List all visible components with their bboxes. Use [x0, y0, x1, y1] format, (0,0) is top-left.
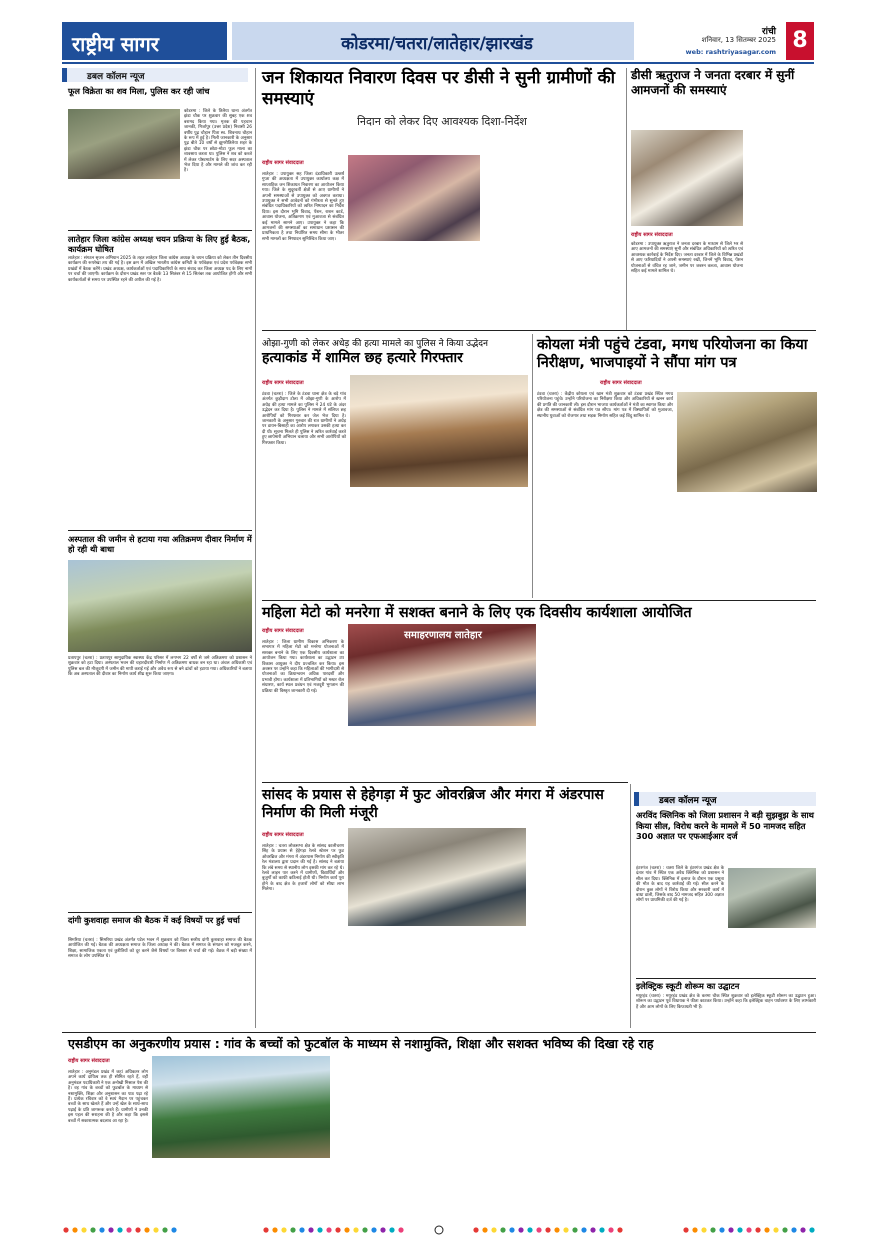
- right-dc-sep: [636, 978, 816, 979]
- main-headline: जन शिकायत निवारण दिवस पर डीसी ने सुनी ग्रामीणों की समस्याएं: [262, 68, 616, 109]
- mahila-body-col6: [718, 624, 816, 778]
- footer-dot: [500, 1227, 505, 1232]
- sep-murder-mahila: [262, 600, 816, 601]
- footer-dot: [773, 1227, 778, 1232]
- murder-headline: हत्याकांड में शामिल छह हत्यारे गिरफ्तार: [262, 350, 463, 366]
- dateline: [640, 22, 780, 60]
- bridge-rightdc-divider: [630, 784, 631, 1028]
- main-subhead: निदान को लेकर दिए आवश्यक दिशा-निर्देश: [357, 115, 527, 128]
- right-dc-s1-photo: [728, 868, 816, 928]
- left-column-divider: [255, 68, 256, 1028]
- footer-dot: [344, 1227, 349, 1232]
- mahila-byline: राष्ट्रीय सागर संवाददाता: [262, 628, 304, 634]
- minister-photo: [677, 392, 817, 492]
- bottom-body: लातेहार : अनुमंडल प्रखंड में जहां अधिकतर लोग अपने कार्य दायित्व तक ही सीमित रहते हैं, वहीं अनुमंडल पदाधिकारी ने एक अनोखी मिसाल पेश की है। वह गांव के बच्चों को फुटबॉल के माध्यम से नशामुक्ति, शिक्षा और अनुशासन का पाठ पढ़ा रहे हैं। प्रत्येक रविवार को वे स्वयं मैदान पर पहुंचकर बच्चों के साथ खेलते हैं और उन्हें खेल के साथ-साथ पढ़ाई के प्रति जागरूक करते हैं। ग्रामीणों ने उनकी इस पहल की सराहना की है और कहा कि इससे बच्चों में सकारात्मक बदलाव आ रहा है।: [68, 1070, 150, 1124]
- main-body-col4: [554, 155, 624, 325]
- footer-dot: [81, 1227, 86, 1232]
- mahila-body-col3: [444, 730, 536, 778]
- footer-dot: [263, 1227, 268, 1232]
- footer-dot: [809, 1227, 814, 1232]
- page-number: [786, 22, 814, 60]
- murder-byline: राष्ट्रीय सागर संवाददाता: [262, 380, 304, 386]
- bridge-body-col3: [440, 930, 528, 1028]
- footer-dot: [608, 1227, 613, 1232]
- footer-dot: [683, 1227, 688, 1232]
- brand-box: [62, 22, 227, 60]
- footer-dot: [473, 1227, 478, 1232]
- mahila-photo: [348, 624, 536, 726]
- footer-dot: [581, 1227, 586, 1232]
- footer-dot: [371, 1227, 376, 1232]
- footer-dot: [63, 1227, 68, 1232]
- web-address: web: rashtriyasagar.com: [685, 48, 776, 56]
- left-s4-body: सिमरिया (चतरा) : सिमरिया प्रखंड अंतर्गत पटेल भवन में शुक्रवार को जिला स्तरीय दांगी कुशवाहा समाज की बैठक आयोजित की गई। बैठक की अध्यक्षता समाज के जिला अध्यक्ष ने की। बैठक में समाज के संगठन को मजबूत करने, शिक्षा, सामाजिक एकता एवं कुरीतियों को दूर करने जैसे विषयों पर विस्तार से चर्चा की गई। बैठक में बड़ी संख्या में समाज के लोग उपस्थित थे।: [68, 938, 254, 960]
- footer-dot: [755, 1227, 760, 1232]
- bottom-body-col7: [626, 1056, 718, 1214]
- footer-dot: [791, 1227, 796, 1232]
- sep-main-murder: [262, 330, 816, 331]
- main-photo: [348, 155, 480, 241]
- footer-dot: [272, 1227, 277, 1232]
- footer-dot: [692, 1227, 697, 1232]
- footer-dot: [389, 1227, 394, 1232]
- mahila-headline: महिला मेटो को मनरेगा में सशक्त बनाने के लिए एक दिवसीय कार्यशाला आयोजित: [262, 605, 692, 621]
- left-s1-headline: फूल विक्रेता का शव मिला, पुलिस कर रही जांच: [68, 86, 210, 96]
- footer-dot: [326, 1227, 331, 1232]
- dc-right-byline: राष्ट्रीय सागर संवाददाता: [631, 232, 673, 238]
- mahila-body-col2: [348, 730, 440, 778]
- left-s1-body-cont: [68, 184, 252, 226]
- footer-dot: [308, 1227, 313, 1232]
- main-right-divider: [626, 68, 627, 330]
- footer-dot: [800, 1227, 805, 1232]
- footer-dot: [281, 1227, 286, 1232]
- footer-dot: [117, 1227, 122, 1232]
- region-bar: [232, 22, 634, 60]
- murder-body-col2: [350, 492, 436, 598]
- bottom-body-col4: [334, 1056, 426, 1214]
- footer-dot: [554, 1227, 559, 1232]
- footer-dot: [764, 1227, 769, 1232]
- footer-dot: [572, 1227, 577, 1232]
- bottom-body-col5: [430, 1056, 522, 1214]
- mahila-body-col4: [540, 624, 624, 778]
- murder-body-col3: [440, 492, 528, 598]
- bottom-body-col2: [152, 1162, 238, 1214]
- footer-dot: [617, 1227, 622, 1232]
- sep-bottom: [62, 1032, 816, 1033]
- left-s3-photo: [68, 560, 252, 652]
- dc-right-headline: डीसी ऋतुराज ने जनता दरबार में सुनीं आमजनों की समस्याएं: [631, 68, 795, 97]
- brand-name: राष्ट्रीय सागर: [72, 32, 159, 56]
- bridge-body-col2: [348, 930, 436, 1028]
- footer-dot: [99, 1227, 104, 1232]
- left-s3-body: प्रतापपुर (चतरा) : प्रतापपुर सामुदायिक स्वास्थ्य केंद्र परिसर में लगभग 22 वर्षों से जमे अतिक्रमण को प्रशासन ने शुक्रवार को हटा दिया। अस्पताल भवन की चहारदीवारी निर्माण में अतिक्रमण बाधक बन रहा था। अंचल अधिकारी एवं पुलिस बल की मौजूदगी में जमीन की मापी कराई गई और अवैध रूप से बने ढांचों को हटाया गया। अधिकारियों ने बताया कि अब अस्पताल की दीवार का निर्माण कार्य शीघ्र शुरू किया जाएगा।: [68, 656, 254, 678]
- left-sep-2: [68, 530, 252, 531]
- murder-minister-divider: [532, 334, 533, 598]
- footer-dot: [536, 1227, 541, 1232]
- left-s4-headline: दांगी कुशवाहा समाज की बैठक में कई विषयों पर हुई चर्चा: [68, 915, 240, 925]
- minister-byline: राष्ट्रीय सागर संवाददाता: [600, 380, 642, 386]
- footer-dot: [746, 1227, 751, 1232]
- left-s3-headline: अस्पताल की जमीन से हटाया गया अतिक्रमण दीवार निर्माण में हो रही थी बाधा: [68, 534, 252, 554]
- left-s1-body: कोडरमा : जिले के तिलैया थाना अंतर्गत झंडा चौक पर शुक्रवार की सुबह एक शव बरामद किया गया। मृतक की पहचान जानकी, मिर्जापुर (उत्तर प्रदेश) निवासी 26 वर्षीय पुढ़ चौहान पिता स्व. शिवनाथ चौहान के रूप में हुई है। मिली जानकारी के अनुसार पुढ़ बीते 10 वर्षों से झुमरीतिलैया शहर के झंडा चौक पर छोटा-मोटा फूल माला का व्यवसाय करता था। पुलिस ने शव को कब्जे में लेकर पोस्टमार्टम के लिए सदर अस्पताल भेज दिया है और मामले की जांच कर रही है।: [184, 109, 254, 174]
- bridge-photo: [348, 828, 526, 926]
- footer-dot: [518, 1227, 523, 1232]
- footer-dots-svg: [62, 1225, 816, 1235]
- sep-mahila-bridge: [262, 782, 628, 783]
- masthead: [62, 22, 814, 64]
- city: रांची: [761, 27, 776, 37]
- footer-dot: [590, 1227, 595, 1232]
- bottom-byline: राष्ट्रीय सागर संवाददाता: [68, 1058, 110, 1064]
- bottom-body-col3: [242, 1162, 330, 1214]
- left-s1-photo: [68, 109, 180, 179]
- bridge-headline: सांसद के प्रयास से हेहेगड़ा में फुट ओवरब्रिज और मंगरा में अंडरपास निर्माण की मिली मंजूरी: [262, 787, 604, 821]
- left-sep-1: [68, 230, 252, 231]
- right-dc-s2-headline: इलेक्ट्रिक स्कूटी शोरूम का उद्घाटन: [636, 981, 740, 991]
- footer-dot: [527, 1227, 532, 1232]
- right-dc-s1-body-cont: [728, 932, 816, 976]
- mahila-body: लातेहार : जिला ग्रामीण विकास अभिकरण के सभागार में महिला मेटो को मनरेगा योजनाओं में सशक्त बनाने के लिए एक दिवसीय कार्यशाला का आयोजन किया गया। कार्यशाला का उद्घाटन उप विकास आयुक्त ने दीप प्रज्वलित कर किया। इस अवसर पर उन्होंने कहा कि महिलाओं की भागीदारी से योजनाओं का क्रियान्वयन अधिक पारदर्शी और प्रभावी होगा। कार्यशाला में प्रतिभागियों को मस्टर रोल संधारण, कार्य स्थल प्रबंधन एवं मजदूरी भुगतान की प्रक्रिया की विस्तृत जानकारी दी गई।: [262, 640, 346, 694]
- footer-dot: [509, 1227, 514, 1232]
- bottom-photo: [152, 1056, 330, 1158]
- minister-body: टंडवा (चतरा) : केंद्रीय कोयला एवं खान मंत्री शुक्रवार को टंडवा प्रखंड स्थित मगध परियोजना पहुंचे। उन्होंने परियोजना का निरीक्षण किया और अधिकारियों से खनन कार्य की प्रगति की जानकारी ली। इस दौरान भाजपा कार्यकर्ताओं ने मंत्री का स्वागत किया और क्षेत्र की समस्याओं से संबंधित मांग पत्र सौंपा। मांग पत्र में विस्थापितों को मुआवजा, स्थानीय युवाओं को रोजगार तथा सड़क निर्माण सहित कई बिंदु शामिल थे।: [537, 392, 675, 419]
- right-dc-label-text: डबल कॉलम न्यूज: [659, 796, 717, 806]
- left-dc-label-text: डबल कॉलम न्यूज: [87, 72, 145, 82]
- footer-dot: [701, 1227, 706, 1232]
- bridge-body-col4: [532, 828, 628, 1028]
- footer-dot: [710, 1227, 715, 1232]
- footer-dot: [171, 1227, 176, 1232]
- footer-dot: [491, 1227, 496, 1232]
- minister-body-col2: [677, 496, 817, 598]
- main-body-col2: [348, 245, 480, 325]
- footer-dot: [728, 1227, 733, 1232]
- footer-dot: [108, 1227, 113, 1232]
- bridge-byline: राष्ट्रीय सागर संवाददाता: [262, 832, 304, 838]
- main-byline: राष्ट्रीय सागर संवाददाता: [262, 160, 304, 166]
- footer-dot: [599, 1227, 604, 1232]
- footer-dot: [153, 1227, 158, 1232]
- footer-dot: [737, 1227, 742, 1232]
- region-title: कोडरमा/चतरा/लातेहार/झारखंड: [341, 34, 533, 54]
- mahila-banner: समाहरणालय लातेहार: [404, 630, 482, 641]
- left-s2-body: लातेहार : संगठन सृजन अभियान 2025 के तहत लातेहार जिला कांग्रेस अध्यक्ष के चयन प्रक्रिया को लेकर तीन दिवसीय कार्यक्रम की रूपरेखा तय की गई है। इस क्रम में अखिल भारतीय कांग्रेस कमिटी के पर्यवेक्षक एवं प्रदेश पर्यवेक्षक सभी प्रखंडों में बैठक करेंगे। प्रखंड अध्यक्ष, कार्यकर्ताओं एवं पदाधिकारियों के साथ संवाद कर जिला अध्यक्ष पद के लिए नामों पर चर्चा की जाएगी। कार्यक्रम के दौरान प्रखंड स्तर पर बैठकें 13 सितंबर से 15 सितंबर तक आयोजित होंगी और सभी कार्यकर्ताओं से समय पर उपस्थित रहने की अपील की गई है।: [68, 256, 254, 283]
- footer-dot: [398, 1227, 403, 1232]
- right-dc-s1-headline: अरविंद क्लिनिक को जिला प्रशासन ने बड़ी सुझबुझ के साथ किया सील, विरोध करने के मामले में 50 नामजद सहित 300 अज्ञात पर एफआईआर दर्ज: [636, 810, 814, 841]
- left-dc-label: [62, 68, 248, 82]
- minister-headline: कोयला मंत्री पहुंचे टंडवा, मगध परियोजना का किया निरीक्षण, भाजपाइयों ने सौंपा मांग पत्र: [537, 337, 808, 371]
- footer-dot: [290, 1227, 295, 1232]
- footer-dot: [380, 1227, 385, 1232]
- bottom-headline: एसडीएम का अनुकरणीय प्रयास : गांव के बच्चों को फुटबॉल के माध्यम से नशामुक्ति, शिक्षा और सशक्त भविष्य की दिखा रहे राह: [68, 1036, 654, 1051]
- left-sep-3: [68, 912, 252, 913]
- footer-dot: [482, 1227, 487, 1232]
- date: शनिवार, 13 सितम्बर 2025: [701, 36, 776, 44]
- footer-dot: [144, 1227, 149, 1232]
- footer-dot: [90, 1227, 95, 1232]
- right-dc-label: [634, 792, 816, 806]
- left-s2-headline: लातेहार जिला कांग्रेस अध्यक्ष चयन प्रक्रिया के लिए हुई बैठक, कार्यक्रम घोषित: [68, 234, 251, 254]
- footer-dot: [362, 1227, 367, 1232]
- footer-dot: [317, 1227, 322, 1232]
- right-dc-s1-body: हंटरगंज (चतरा) : चतरा जिले के हंटरगंज प्रखंड क्षेत्र के दंतार गांव में स्थित एक अवैध क्लिनिक को प्रशासन ने सील कर दिया। क्लिनिक में इलाज के दौरान एक प्रसूता की मौत के बाद यह कार्रवाई की गई। सील करने के दौरान कुछ लोगों ने विरोध किया और सरकारी कार्य में बाधा डाली, जिसके बाद 50 नामजद सहित 300 अज्ञात लोगों पर प्राथमिकी दर्ज की गई है।: [636, 866, 726, 904]
- masthead-rule: [62, 62, 814, 64]
- footer-dot: [719, 1227, 724, 1232]
- dc-right-body: कोडरमा : उपायुक्त ऋतुराज ने जनता दरबार के माध्यम से जिले भर से आए आमजनों की समस्याएं सुनीं और संबंधित अधिकारियों को त्वरित एवं आवश्यक कार्रवाई के निर्देश दिए। जनता दरबार में जिले के विभिन्न प्रखंडों से आए फरियादियों ने अपनी समस्याएं रखीं, जिनमें भूमि विवाद, पेंशन योजनाओं से वंचित रह जाने, जमीन पर जबरन कब्जा, आवास योजना सहित कई मामले शामिल थे।: [631, 242, 745, 275]
- bottom-body-col6: [526, 1056, 622, 1214]
- footer-dots: [62, 1220, 816, 1230]
- main-body-col1: लातेहार : उपायुक्त सह जिला दंडाधिकारी उत्कर्ष गुप्ता की अध्यक्षता में उपायुक्त कार्यालय कक्ष में साप्ताहिक जन शिकायत निवारण का आयोजन किया गया। जिले के सुदूरवर्ती क्षेत्रों से आए ग्रामीणों ने अपनी समस्याओं से उपायुक्त को अवगत कराया। उपायुक्त ने सभी आवेदनों को गंभीरता से सुनते हुए संबंधित पदाधिकारियों को त्वरित निष्पादन का निर्देश दिया। इस दौरान भूमि विवाद, पेंशन, राशन कार्ड, आवास योजना, अतिक्रमण एवं मुआवजा से संबंधित कई मामले सामने आए। उपायुक्त ने कहा कि आमजनों की समस्याओं का समाधान प्रशासन की प्राथमिकता है तथा निर्धारित समय सीमा के भीतर सभी मामलों का निष्पादन सुनिश्चित किया जाए।: [262, 172, 346, 242]
- footer-dot: [299, 1227, 304, 1232]
- dc-right-photo: [631, 130, 743, 226]
- bottom-body-col8: [722, 1056, 816, 1214]
- page-number-text: 8: [792, 28, 808, 53]
- footer-dot: [126, 1227, 131, 1232]
- murder-photo: [350, 375, 528, 487]
- right-dc-s2-body: मयूरहंड (चतरा) : मयूरहंड प्रखंड क्षेत्र के करमा चौक स्थित शुक्रवार को इलेक्ट्रिक स्कूटी शोरूम का उद्घाटन हुआ। शोरूम का उद्घाटन पूर्व विधायक ने फीता काटकर किया। उन्होंने कहा कि इलेक्ट्रिक वाहन पर्यावरण के लिए लाभकारी हैं और आम लोगों के लिए किफायती भी हैं।: [636, 994, 818, 1010]
- footer-center-mark: [435, 1226, 443, 1234]
- bridge-body: लातेहार : चतरा लोकसभा क्षेत्र के सांसद कालीचरण सिंह के प्रयास से हेहेगड़ा रेलवे स्टेशन पर फुट ओवरब्रिज और मंगरा में अंडरपास निर्माण की स्वीकृति रेल मंत्रालय द्वारा प्रदान की गई है। सांसद ने बताया कि लंबे समय से स्थानीय लोग इसकी मांग कर रहे थे। रेलवे लाइन पार करने में ग्रामीणों, विद्यार्थियों और बुजुर्गों को काफी कठिनाई होती थी। निर्माण कार्य पूरा होने के बाद क्षेत्र के हजारों लोगों को सीधा लाभ मिलेगा।: [262, 844, 346, 893]
- footer-dot: [162, 1227, 167, 1232]
- footer-dot: [335, 1227, 340, 1232]
- murder-body: टंडवा (चतरा) : जिले के टंडवा थाना क्षेत्र के बड़े गांव अंतर्गत कुड़ीदाग टोला में ओझा-गुणी के आरोप में अधेड़ की हत्या मामले का पुलिस ने 24 घंटे के अंदर उद्भेदन कर दिया है। पुलिस ने मामले में संलिप्त छह आरोपियों को गिरफ्तार कर जेल भेज दिया है। जानकारी के अनुसार गुरुवार की रात ग्रामीणों ने अधेड़ पर डायन-बिसाही का आरोप लगाकर उसकी हत्या कर दी थी। सूचना मिलते ही पुलिस ने त्वरित कार्रवाई करते हुए छापेमारी अभियान चलाया और सभी आरोपियों को गिरफ्तार किया।: [262, 392, 348, 446]
- main-body-col3: [484, 155, 550, 325]
- dc-right-body-cont: [748, 130, 816, 328]
- footer-dot: [782, 1227, 787, 1232]
- mahila-body-col5: [628, 624, 714, 778]
- footer-dot: [563, 1227, 568, 1232]
- footer-dot: [135, 1227, 140, 1232]
- murder-kicker: ओझा-गुणी को लेकर अधेड़ की हत्या मामले का पुलिस ने किया उद्भेदन: [262, 339, 488, 349]
- footer-dot: [545, 1227, 550, 1232]
- footer-dot: [353, 1227, 358, 1232]
- footer-dot: [72, 1227, 77, 1232]
